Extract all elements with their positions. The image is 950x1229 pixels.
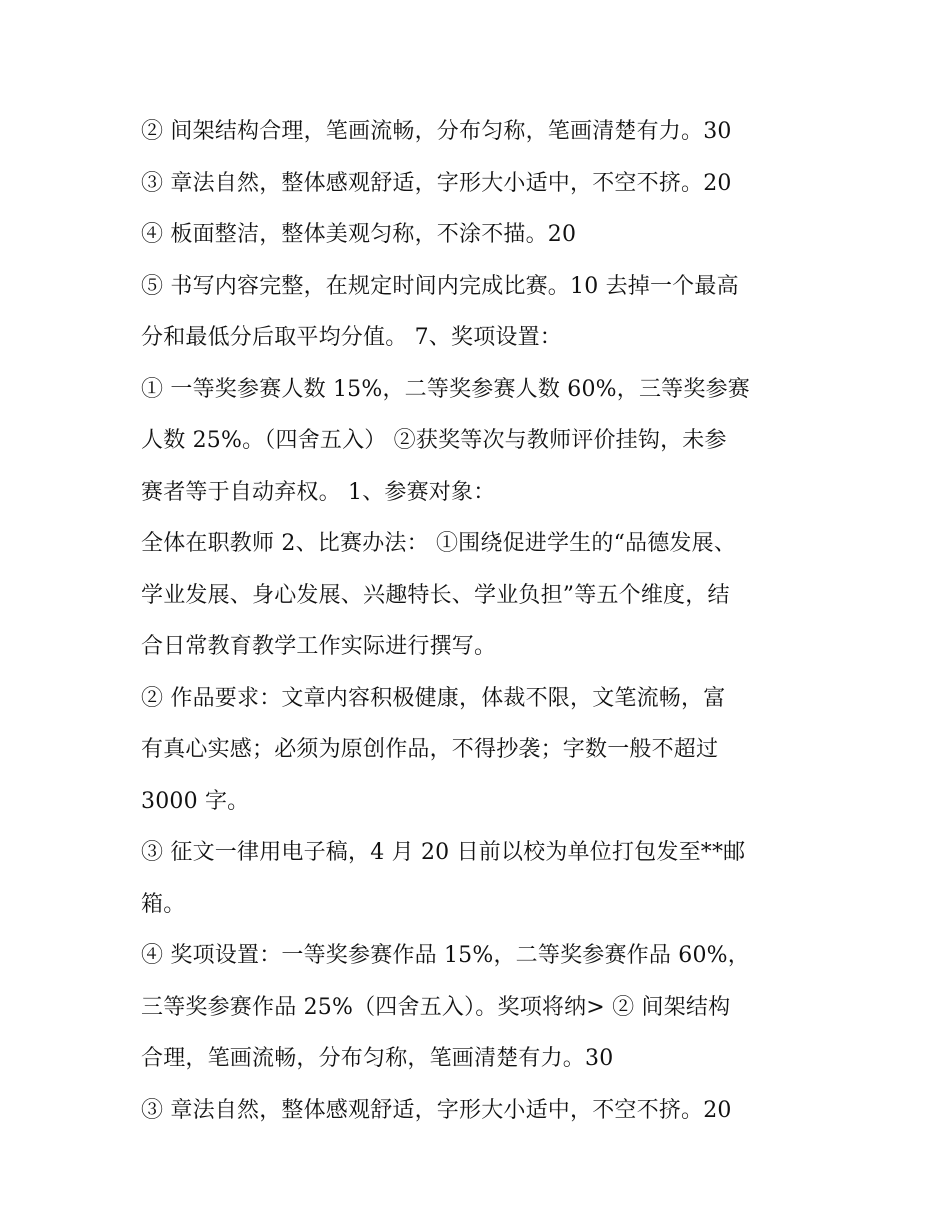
text-line: 全体在职教师 2、比赛办法： ①围绕促进学生的“品德发展、 — [141, 531, 737, 556]
text-line: ① 一等奖参赛人数 15%，二等奖参赛人数 60%，三等奖参赛 — [141, 376, 750, 402]
text-line: ② 作品要求：文章内容积极健康，体裁不限，文笔流畅，富 — [141, 685, 726, 711]
text-line: 赛者等于自动弃权。 1、参赛对象： — [141, 479, 496, 505]
text-line: ④ 奖项设置：一等奖参赛作品 15%，二等奖参赛作品 60%， — [141, 943, 750, 968]
text-line: 学业发展、身心发展、兴趣特长、学业负担”等五个维度，结 — [141, 582, 730, 608]
text-line: 分和最低分后取平均分值。 7、奖项设置： — [141, 325, 562, 350]
text-line: 人数 25%。（四舍五入） ②获奖等次与教师评价挂钩，未参 — [141, 428, 727, 453]
text-line: ③ 章法自然，整体感观舒适，字形大小适中，不空不挤。20 — [141, 170, 732, 196]
text-line: ③ 章法自然，整体感观舒适，字形大小适中，不空不挤。20 — [141, 1097, 732, 1123]
text-line: 有真心实感；必须为原创作品，不得抄袭；字数一般不超过 — [141, 737, 719, 762]
text-line: 合理，笔画流畅，分布匀称，笔画清楚有力。30 — [141, 1046, 614, 1071]
text-line: 箱。 — [141, 891, 186, 917]
text-line: ⑤ 书写内容完整，在规定时间内完成比赛。10 去掉一个最高 — [141, 273, 739, 299]
text-line: ④ 板面整洁，整体美观匀称，不涂不描。20 — [141, 222, 577, 247]
text-line: ③ 征文一律用电子稿，4 月 20 日前以校为单位打包发至**邮 — [141, 840, 746, 865]
text-line: 合日常教育教学工作实际进行撰写。 — [141, 634, 497, 659]
document-body — [141, 106, 811, 1136]
text-line: 三等奖参赛作品 25%（四舍五入）。奖项将纳> ② 间架结构 — [141, 994, 731, 1020]
text-line: ② 间架结构合理，笔画流畅，分布匀称，笔画清楚有力。30 — [141, 119, 732, 144]
text-line: 3000 字。 — [141, 788, 250, 814]
